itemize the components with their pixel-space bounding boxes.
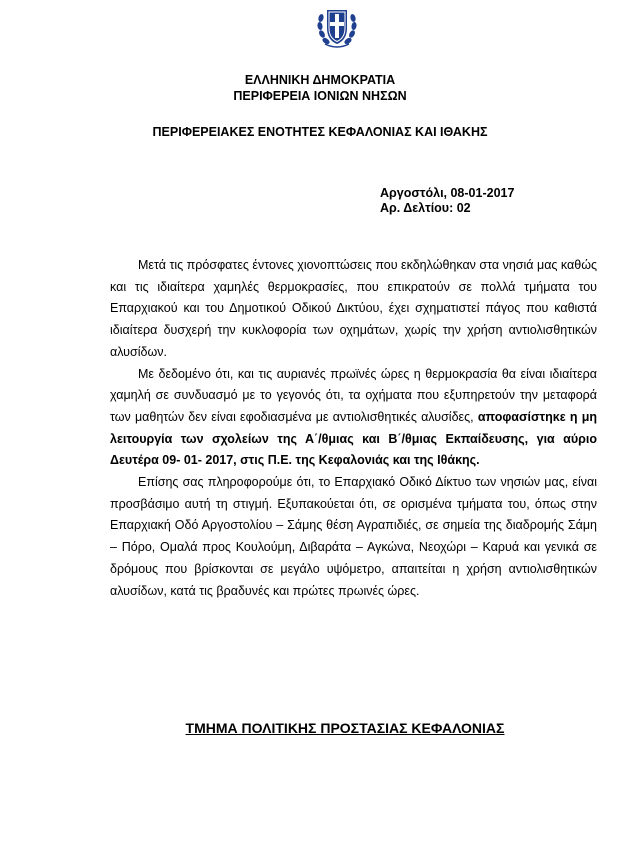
header-region: ΠΕΡΙΦΕΡΕΙΑ ΙΟΝΙΩΝ ΝΗΣΩΝ xyxy=(233,89,407,103)
hellenic-republic-emblem-icon xyxy=(316,4,358,50)
paragraph-road-network: Επίσης σας πληροφορούμε ότι, το Επαρχιακό Οδικό Δίκτυο των νησιών μας, είναι προσβάσιμο αυτή τη στιγμή. Εξυπακούεται ότι, σε ορισμένα τμήματα του, όπως στην Επαρχιακή Οδό Αργοστολίου – Σάμης θέση Αγραπιδιές, σε σημεία της διαδρομής Σάμη – Πόρο, Ομαλά προς Κουλούμη, Διβαράτα – Αγκώνα, Νεοχώρι – Καρυά και γενικά σε δρόμους που βρίσκονται σε μεγάλο υψόμετρο, απαιτείται η χρήση αντιολισθητικών αλυσίδων, κατά τις βραδυνές και πρώτες πρωινές ώρες. xyxy=(110,475,597,598)
school-closure-decision: αποφασίστηκε η μη λειτουργία των σχολείων της Α΄/θμιας και Β΄/θμιας Εκπαίδευσης, για αύριο Δευτέρα 09- 01- 2017, στις Π.Ε. της Κεφαλονιάς και της Ιθάκης. xyxy=(110,409,597,468)
header-republic: ΕΛΛΗΝΙΚΗ ΔΗΜΟΚΡΑΤΙΑ xyxy=(244,73,396,87)
document-date: Αργοστόλι, 08-01-2017 xyxy=(380,186,515,200)
press-release-body xyxy=(110,255,597,602)
paragraph-school-closure xyxy=(110,364,597,473)
paragraph-school-closure-intro: Με δεδομένο ότι, και τις αυριανές πρωϊνές ώρες η θερμοκρασία θα είναι ιδιαίτερα χαμηλή σε συνδυασμό με το γεγονός ότι, τα οχήματα που εξυπηρετούν την μεταφορά των μαθητών δεν είναι εφοδιασμένα με αντιολισθητικές αλυσίδες, xyxy=(110,366,597,424)
header-regional-units: ΠΕΡΙΦΕΡΕΙΑΚΕΣ ΕΝΟΤΗΤΕΣ ΚΕΦΑΛΟΝΙΑΣ ΚΑΙ ΙΘΑΚΗΣ xyxy=(152,125,488,139)
civil-protection-department: ΤΜΗΜΑ ΠΟΛΙΤΙΚΗΣ ΠΡΟΣΤΑΣΙΑΣ ΚΕΦΑΛΟΝΙΑΣ xyxy=(185,720,505,736)
paragraph-snowfall: Μετά τις πρόσφατες έντονες χιονοπτώσεις που εκδηλώθηκαν στα νησιά μας καθώς και τις ιδιαίτερα χαμηλές θερμοκρασίες, που επικρατούν σε πολλά τμήματα του Επαρχιακού και του Δημοτικού Οδικού Δικτύου, έχει σχηματιστεί πάγος που καθιστά ιδιαίτερα δυσχερή την κυκλοφορία των οχημάτων, χωρίς την χρήση αντιολισθητικών αλυσίδων. xyxy=(110,258,597,359)
bulletin-number: Αρ. Δελτίου: 02 xyxy=(380,201,471,215)
